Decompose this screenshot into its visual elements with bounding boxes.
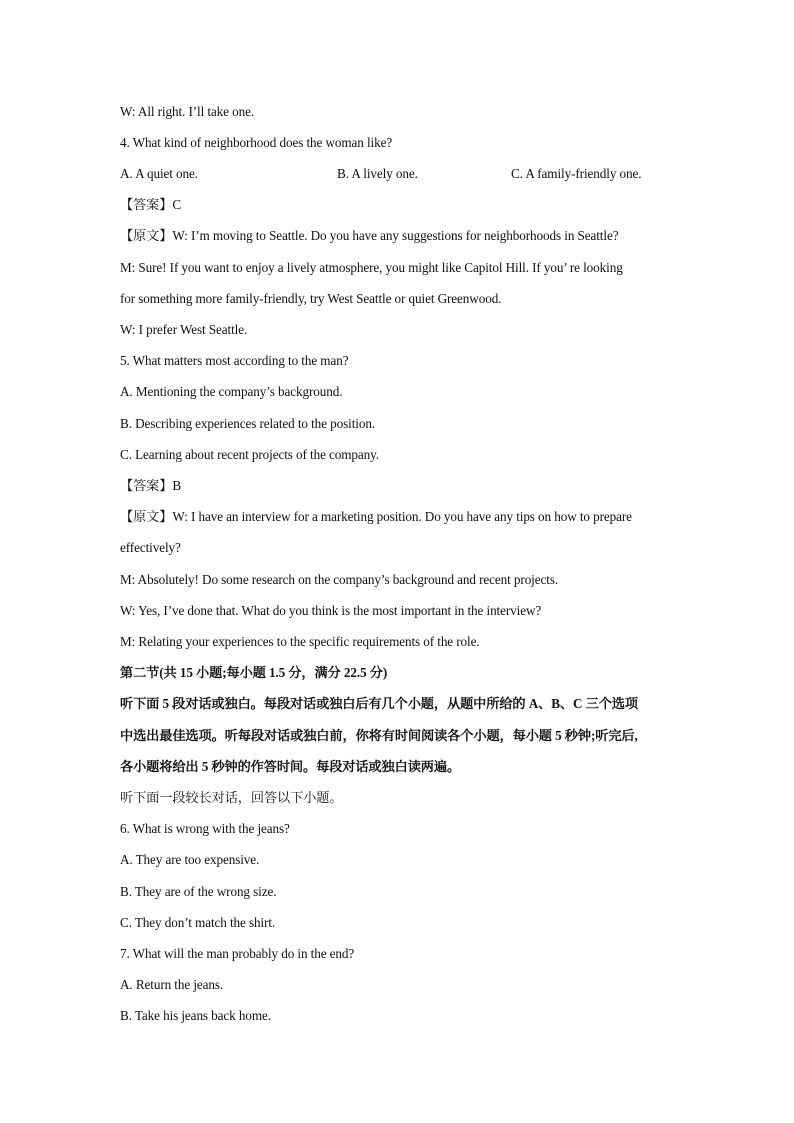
transcript-4-line-2: M: Sure! If you want to enjoy a lively atmosphere, you might like Capitol Hill. If you’ re looking bbox=[120, 260, 623, 275]
option-b: B. A lively one. bbox=[337, 166, 418, 181]
transcript-5-line-2: effectively? bbox=[120, 540, 181, 555]
question-5: 5. What matters most according to the man? bbox=[120, 353, 349, 368]
transcript-5-line-3: M: Absolutely! Do some research on the company’s background and recent projects. bbox=[120, 572, 559, 587]
section-instructions-line-1: 听下面 5 段对话或独白。每段对话或独白后有几个小题，从题中所给的 A、B、C 三个选项 bbox=[120, 696, 638, 711]
option-c: C. A family-friendly one. bbox=[511, 166, 642, 181]
dialogue-intro: 听下面一段较长对话，回答以下小题。 bbox=[120, 790, 343, 805]
section-instructions-line-3: 各小题将给出 5 秒钟的作答时间。每段对话或独白读两遍。 bbox=[120, 759, 461, 774]
question-5-option-b: B. Describing experiences related to the position. bbox=[120, 416, 376, 431]
transcript-4-line-1: 【原文】W: I’m moving to Seattle. Do you have any suggestions for neighborhoods in Seattle? bbox=[120, 228, 619, 243]
dialogue-line: W: All right. I’ll take one. bbox=[120, 104, 255, 119]
question-7-option-b: B. Take his jeans back home. bbox=[120, 1008, 271, 1023]
question-7: 7. What will the man probably do in the end? bbox=[120, 946, 355, 961]
option-a: A. A quiet one. bbox=[120, 166, 198, 181]
transcript-5-line-4: W: Yes, I’ve done that. What do you think is the most important in the interview? bbox=[120, 603, 542, 618]
transcript-5-line-1: 【原文】W: I have an interview for a marketing position. Do you have any tips on how to prepare bbox=[120, 509, 632, 524]
section-instructions-line-2: 中选出最佳选项。听每段对话或独白前，你将有时间阅读各个小题，每小题 5 秒钟;听完后, bbox=[120, 728, 638, 743]
question-4-options bbox=[120, 165, 690, 183]
transcript-4-line-4: W: I prefer West Seattle. bbox=[120, 322, 248, 337]
question-5-option-c: C. Learning about recent projects of the company. bbox=[120, 447, 379, 462]
transcript-5-line-5: M: Relating your experiences to the specific requirements of the role. bbox=[120, 634, 480, 649]
question-4: 4. What kind of neighborhood does the woman like? bbox=[120, 135, 393, 150]
answer-4: 【答案】C bbox=[120, 197, 182, 212]
question-7-option-a: A. Return the jeans. bbox=[120, 977, 224, 992]
answer-5: 【答案】B bbox=[120, 478, 182, 493]
question-6-option-c: C. They don’t match the shirt. bbox=[120, 915, 276, 930]
question-5-option-a: A. Mentioning the company’s background. bbox=[120, 384, 343, 399]
question-6-option-a: A. They are too expensive. bbox=[120, 852, 260, 867]
question-6-option-b: B. They are of the wrong size. bbox=[120, 884, 277, 899]
section-heading: 第二节(共 15 小题;每小题 1.5 分，满分 22.5 分) bbox=[120, 665, 388, 680]
question-6: 6. What is wrong with the jeans? bbox=[120, 821, 290, 836]
transcript-4-line-3: for something more family-friendly, try West Seattle or quiet Greenwood. bbox=[120, 291, 502, 306]
